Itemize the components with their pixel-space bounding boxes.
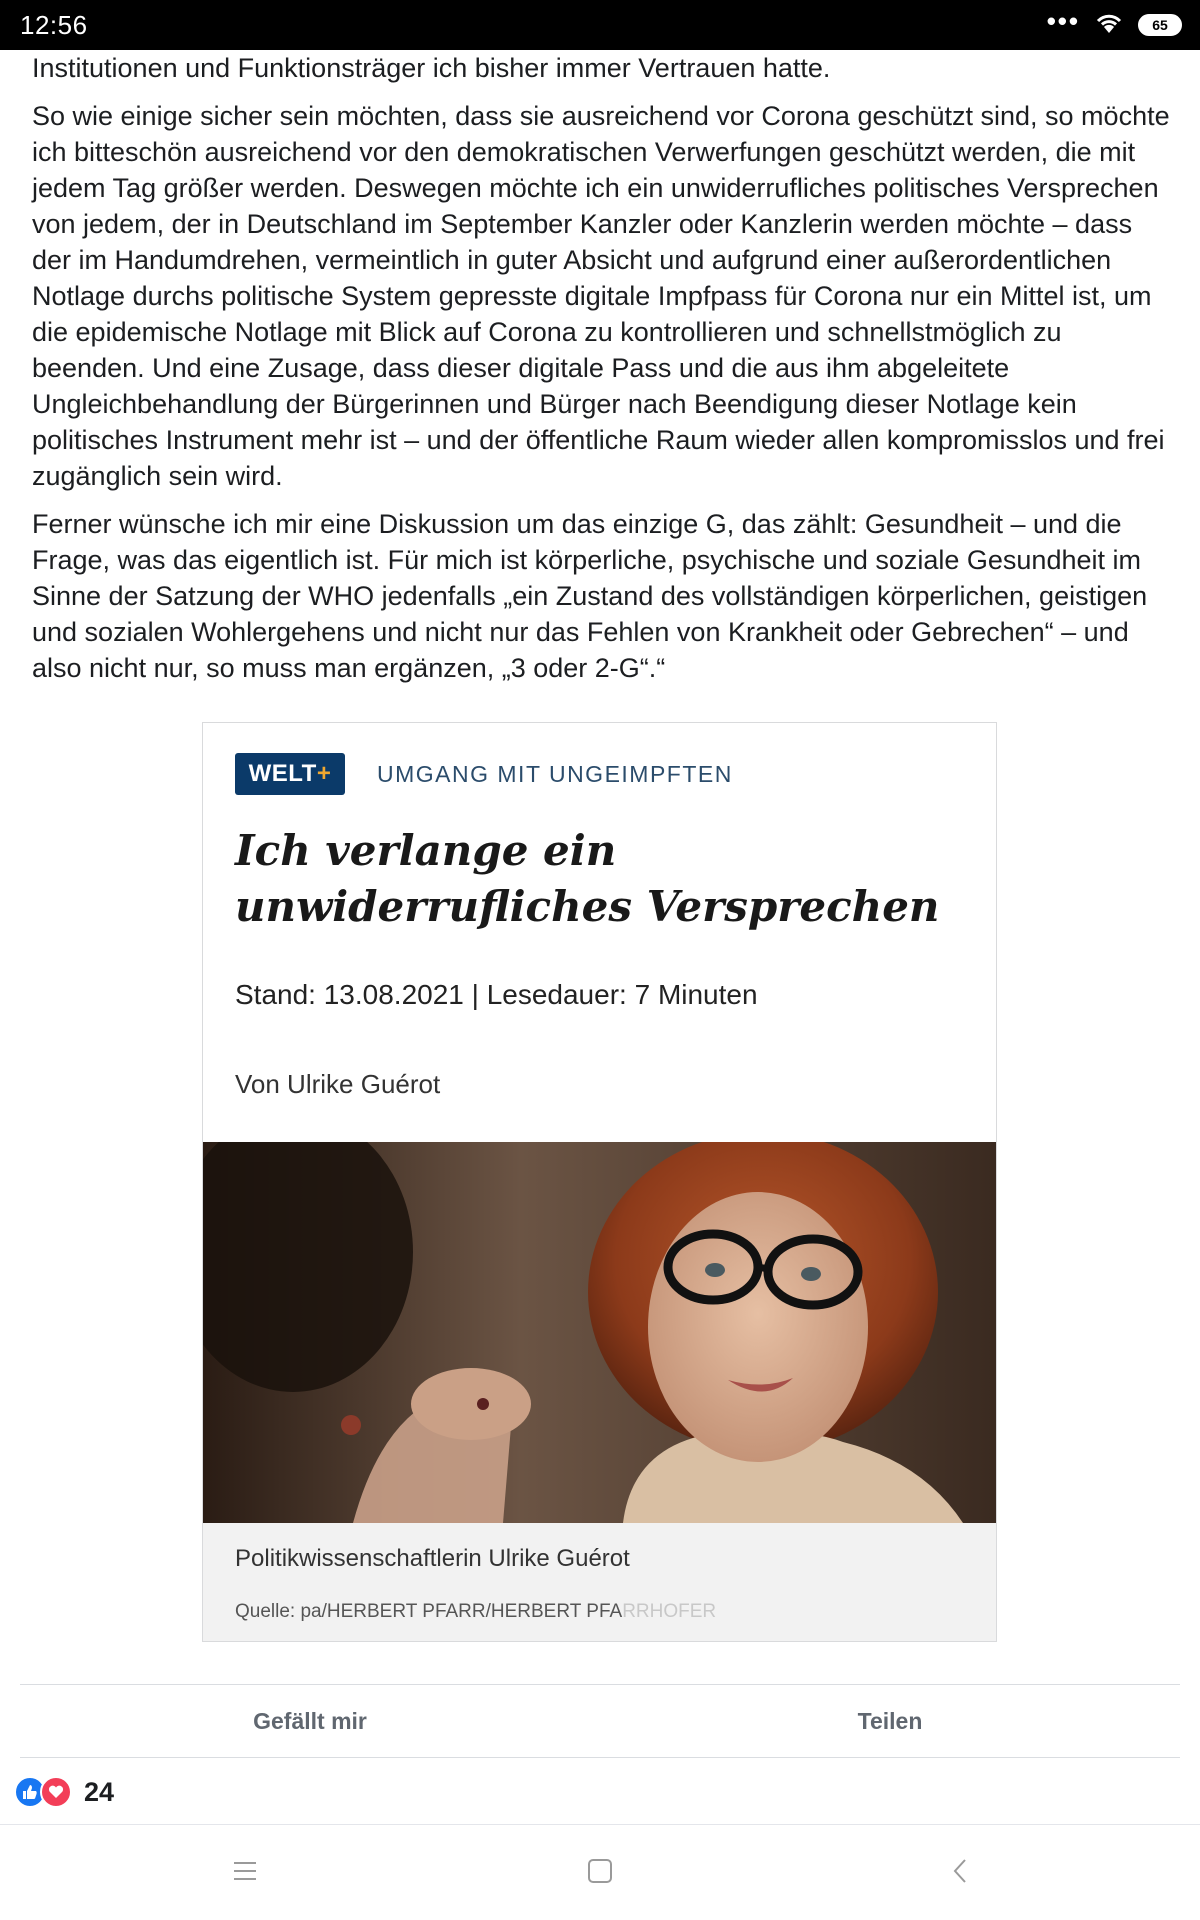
post-paragraph: Institutionen und Funktionsträger ich bisher immer Vertrauen hatte. xyxy=(32,53,831,83)
more-dots-icon: ••• xyxy=(1046,6,1080,36)
welt-logo-text: WELT xyxy=(248,760,317,787)
post-action-row xyxy=(20,1684,1180,1758)
battery-icon: 65 xyxy=(1138,14,1182,36)
photo-source xyxy=(235,1601,716,1623)
article-headline[interactable]: Ich verlange ein unwiderrufliches Versprechen xyxy=(235,826,940,931)
photo-caption-box xyxy=(203,1523,997,1642)
back-chevron-icon xyxy=(950,1857,970,1885)
photo-source-faded: RRHOFER xyxy=(622,1601,717,1622)
home-square-icon xyxy=(587,1858,613,1884)
article-meta: Stand: 13.08.2021 | Lesedauer: 7 Minuten xyxy=(235,979,758,1010)
status-bar xyxy=(0,0,1200,50)
post-text xyxy=(32,50,1177,698)
like-button[interactable]: Gefällt mir xyxy=(253,1707,367,1734)
reactions-summary[interactable] xyxy=(14,1772,114,1812)
welt-plus-logo xyxy=(235,753,345,795)
back-nav-button[interactable] xyxy=(920,1836,1000,1906)
menu-icon xyxy=(232,1860,258,1882)
reaction-count: 24 xyxy=(84,1776,115,1807)
wifi-icon xyxy=(1094,11,1124,40)
article-kicker: UMGANG MIT UNGEIMPFTEN xyxy=(377,760,733,787)
status-time: 12:56 xyxy=(20,9,88,40)
photo-source-text: Quelle: pa/HERBERT PFARR/HERBERT PFA xyxy=(235,1601,623,1622)
divider xyxy=(0,1824,1200,1825)
post-paragraph: Ferner wünsche ich mir eine Diskussion um das einzige G, das zählt: Gesundheit – und die Frage, was das eigentlich ist. Für mich ist körperliche, psychische und soziale Gesundheit im Sinne der Satzung der WHO jedenfalls „ein Zustand des vollständigen körperlichen, geistigen und sozialen Wohlergehens und nicht nur das Fehlen von Krankheit oder Gebrechen“ – und also nicht nur, so muss man ergänzen, „3 oder 2-G“.“ xyxy=(32,509,1148,683)
photo-caption: Politikwissenschaftlerin Ulrike Guérot xyxy=(235,1545,630,1572)
menu-nav-button[interactable] xyxy=(205,1836,285,1906)
article-photo[interactable] xyxy=(203,1142,997,1523)
love-reaction-icon xyxy=(40,1776,72,1808)
article-header xyxy=(235,753,733,795)
welt-logo-plus: + xyxy=(316,760,332,787)
article-card[interactable] xyxy=(202,722,997,1642)
post-paragraph: So wie einige sicher sein möchten, dass sie ausreichend vor Corona geschützt sind, so möchte ich bitteschön ausreichend vor den demokratischen Verwerfungen geschützt werden, die mit jedem Tag größer werden. Deswegen möchte ich ein unwiderrufliches politisches Versprechen von jedem, der in Deutschland im September Kanzler oder Kanzlerin werden möchte – dass der im Handumdrehen, vermeintlich in guter Absicht und aufgrund einer außerordentlichen Notlage durchs politische System gepresste digitale Impfpass für Corona nur ein Mittel ist, um die epidemische Notlage mit Blick auf Corona zu kontrollieren und schnellstmöglich zu beenden. Und eine Zusage, dass dieser digitale Pass und die aus ihm abgeleitete Ungleichbehandlung der Bürgerinnen und Bürger nach Beendigung dieser Notlage kein politisches Instrument mehr ist – und der öffentliche Raum wieder allen kompromisslos und frei zugänglich sein wird. xyxy=(32,101,1170,491)
share-button[interactable]: Teilen xyxy=(857,1707,923,1734)
status-icons xyxy=(1046,6,1182,40)
system-nav-bar xyxy=(0,1836,1200,1906)
article-author: Von Ulrike Guérot xyxy=(235,1069,441,1099)
home-nav-button[interactable] xyxy=(560,1836,640,1906)
portrait-illustration xyxy=(203,1142,997,1523)
